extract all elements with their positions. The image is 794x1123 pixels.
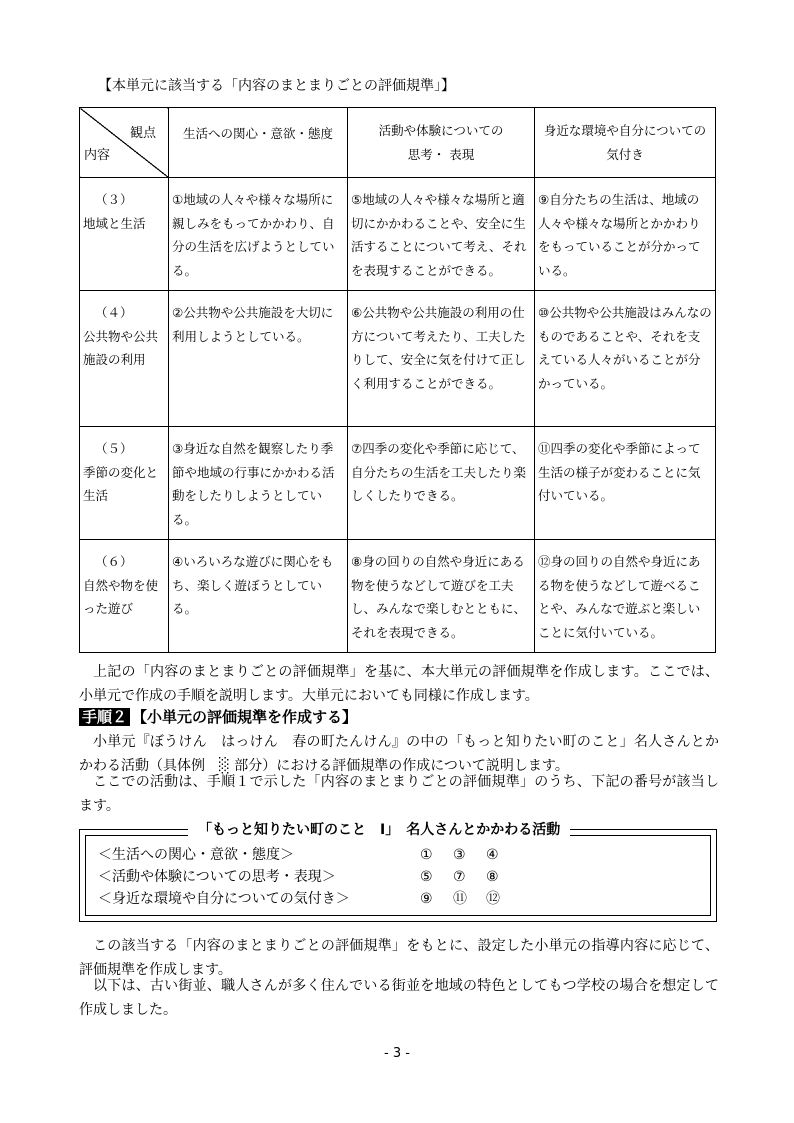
table-cell: ⑫身の回りの自然や身近にある物を使うなどして遊べることや、みんなで遊ぶと楽しいことに気付いている。 bbox=[535, 540, 716, 653]
criterion-number: ③ bbox=[453, 847, 466, 863]
row-name: 季節の変化と生活 bbox=[83, 464, 159, 503]
box-row-numbers bbox=[420, 866, 519, 888]
step-heading bbox=[79, 706, 357, 728]
criterion-number: ⑧ bbox=[486, 869, 499, 885]
header-awareness-line1: 身近な環境や自分についての bbox=[543, 123, 707, 138]
step-badge: 手順２ bbox=[79, 708, 130, 726]
criterion-number: ⑨ bbox=[420, 891, 433, 907]
row-name: 自然や物を使った遊び bbox=[83, 577, 159, 616]
table-cell: ⑦四季の変化や季節に応じて、自分たちの生活を工夫したり楽しくしたりできる。 bbox=[348, 427, 535, 540]
paragraph-assumption: 以下は、古い街並、職人さんが多く住んでいる街並を地域の特色としてもつ学校の場合を想定して作成しました。 bbox=[79, 978, 719, 1018]
paragraph-intro: 上記の「内容のまとまりごとの評価規準」を基に、本大単元の評価規準を作成します。ここでは、小単元で作成の手順を説明します。大単元においても同様に作成します。 bbox=[79, 664, 719, 704]
table-row bbox=[80, 291, 716, 427]
box-row-label: ＜生活への関心・意欲・態度＞ bbox=[98, 847, 294, 863]
section-title: 【本単元に該当する「内容のまとまりごとの評価規準」】 bbox=[98, 78, 455, 94]
box-row-awareness bbox=[98, 888, 500, 910]
step-title: 【小単元の評価規準を作成する】 bbox=[132, 708, 358, 726]
criterion-number: ④ bbox=[486, 847, 499, 863]
row-number: （３） bbox=[95, 192, 133, 207]
table-row bbox=[80, 540, 716, 653]
table-cell: ②公共物や公共施設を大切に利用しようとしている。 bbox=[169, 291, 348, 427]
row-number: （６） bbox=[95, 554, 133, 569]
table-cell: ⑪四季の変化や季節によって生活の様子が変わることに気付いている。 bbox=[535, 427, 716, 540]
header-thinking bbox=[348, 108, 535, 178]
box-row-numbers bbox=[420, 844, 519, 866]
header-awareness-line2: 気付き bbox=[606, 146, 644, 162]
table-row bbox=[80, 178, 716, 291]
page-number: - 3 - bbox=[384, 1046, 410, 1061]
corner-top-label: 観点 bbox=[129, 126, 156, 141]
activity-box-title: 「もっと知りたい町のこと Ⅰ」 名人さんとかかわる活動 bbox=[188, 820, 570, 840]
criterion-number: ① bbox=[420, 847, 433, 863]
header-thinking-line2: 思考・ 表現 bbox=[407, 146, 475, 162]
box-row-thinking bbox=[98, 866, 499, 888]
paragraph-apply: この該当する「内容のまとまりごとの評価規準」をもとに、設定した小単元の指導内容に応じて、評価規準を作成します。 bbox=[79, 938, 719, 978]
row-number: （５） bbox=[95, 441, 133, 456]
header-interest: 生活への関心・意欲・態度 bbox=[169, 108, 348, 178]
table-row bbox=[80, 427, 716, 540]
table-cell: ⑤地域の人々や様々な場所と適切にかかわることや、安全に生活することについて考え、それを表現することができる。 bbox=[348, 178, 535, 291]
row-head bbox=[80, 291, 169, 427]
corner-cell bbox=[80, 108, 169, 178]
table-cell: ④いろいろな遊びに関心をもち、楽しく遊ぼうとしている。 bbox=[169, 540, 348, 653]
activity-box bbox=[79, 822, 717, 922]
table-cell: ⑧身の回りの自然や身近にある物を使うなどして遊びを工夫し、みんなで楽しむとともに、それを表現できる。 bbox=[348, 540, 535, 653]
paragraph-activity: ここでの活動は、手順１で示した「内容のまとまりごとの評価規準」のうち、下記の番号が該当します。 bbox=[79, 774, 719, 814]
header-thinking-line1: 活動や体験についての bbox=[378, 123, 504, 138]
box-row-numbers bbox=[420, 888, 519, 910]
corner-bottom-label: 内容 bbox=[84, 147, 111, 163]
row-name: 公共物や公共施設の利用 bbox=[83, 328, 159, 367]
criterion-number: ⑫ bbox=[486, 891, 500, 907]
criterion-number: ⑪ bbox=[453, 891, 467, 907]
table-cell: ⑨自分たちの生活は、地域の人々や様々な場所とかかわりをもっていることが分かっている。 bbox=[535, 178, 716, 291]
table-cell: ⑥公共物や公共施設の利用の仕方について考えたり、工夫したりして、安全に気を付けて正しく利用することができる。 bbox=[348, 291, 535, 427]
table-cell: ①地域の人々や様々な場所に親しみをもってかかわり、自分の生活を広げようとしている。 bbox=[169, 178, 348, 291]
paragraph-subunit: 小単元『ぼうけん はっけん 春の町たんけん』の中の「もっと知りたい町のこと」名人さんとかかわる活動（具体例 ░ 部分）における評価規準の作成について説明します。 bbox=[79, 734, 719, 774]
box-row-label: ＜身近な環境や自分についての気付き＞ bbox=[98, 891, 350, 907]
row-head bbox=[80, 178, 169, 291]
table-header-row bbox=[80, 108, 716, 178]
box-row-label: ＜活動や体験についての思考・表現＞ bbox=[98, 869, 336, 885]
criterion-number: ⑦ bbox=[453, 869, 466, 885]
row-head bbox=[80, 540, 169, 653]
box-row-interest bbox=[98, 844, 499, 866]
row-number: （４） bbox=[95, 305, 133, 320]
header-awareness bbox=[535, 108, 716, 178]
table-cell: ③身近な自然を観察したり季節や地域の行事にかかわる活動をしたりしようとしている。 bbox=[169, 427, 348, 540]
criterion-number: ⑤ bbox=[420, 869, 433, 885]
row-head bbox=[80, 427, 169, 540]
table-cell: ⑩公共物や公共施設はみんなのものであることや、それを支えている人々がいることが分かっている。 bbox=[535, 291, 716, 427]
row-name: 地域と生活 bbox=[83, 215, 146, 231]
evaluation-criteria-table bbox=[79, 107, 716, 653]
